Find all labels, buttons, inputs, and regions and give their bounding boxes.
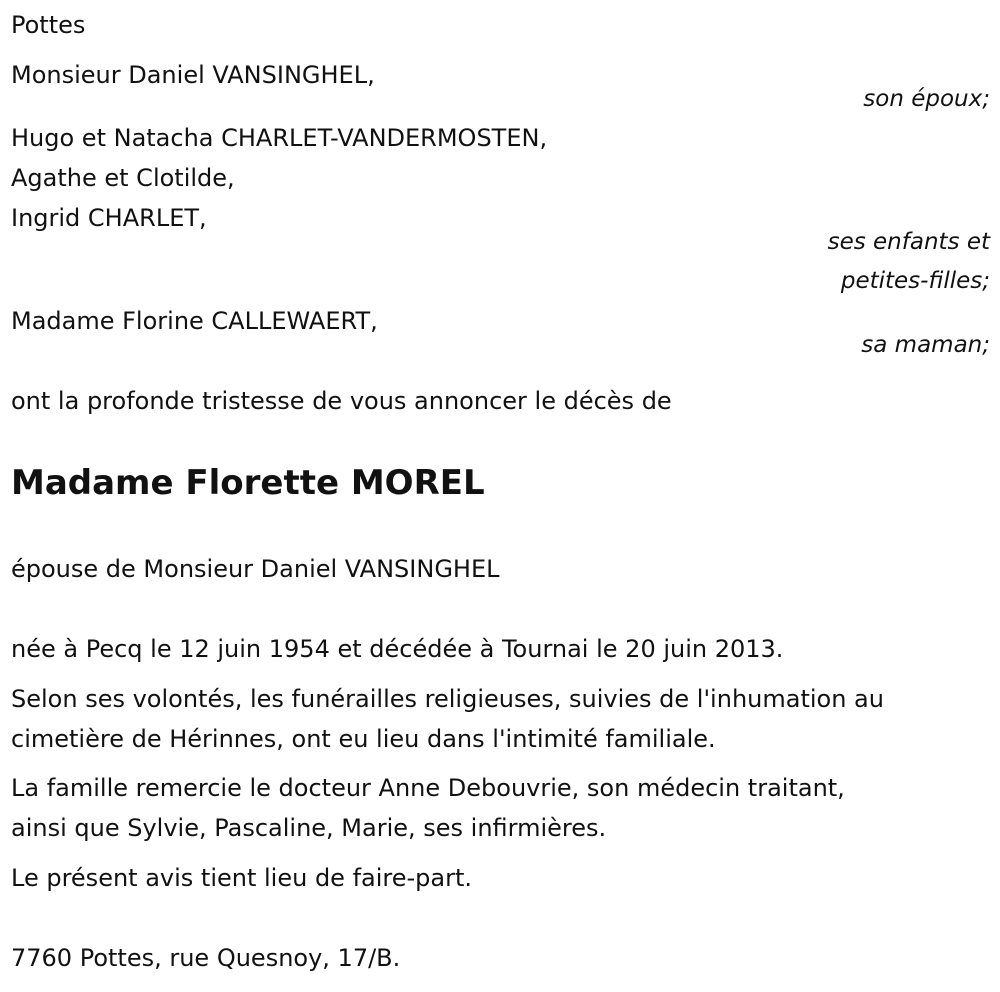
family-member-children-3: Ingrid CHARLET, <box>11 204 207 232</box>
announcement: ont la profonde tristesse de vous annoncer le décès de <box>11 387 672 415</box>
spouse-line: épouse de Monsieur Daniel VANSINGHEL <box>11 555 500 583</box>
relation-spouse: son époux; <box>863 86 990 112</box>
address: 7760 Pottes, rue Quesnoy, 17/B. <box>11 944 401 972</box>
relation-children-1: ses enfants et <box>827 229 990 255</box>
family-member-mother: Madame Florine CALLEWAERT, <box>11 307 378 335</box>
family-member-spouse: Monsieur Daniel VANSINGHEL, <box>11 61 375 89</box>
family-member-children-2: Agathe et Clotilde, <box>11 164 235 192</box>
funeral-line-2: cimetière de Hérinnes, ont eu lieu dans l'intimité familiale. <box>11 725 716 753</box>
thanks-line-1: La famille remercie le docteur Anne Debouvrie, son médecin traitant, <box>11 774 845 802</box>
birth-death-line: née à Pecq le 12 juin 1954 et décédée à Tournai le 20 juin 2013. <box>11 635 784 663</box>
location: Pottes <box>11 11 86 39</box>
family-member-children-1: Hugo et Natacha CHARLET-VANDERMOSTEN, <box>11 124 548 152</box>
closing-line: Le présent avis tient lieu de faire-part. <box>11 864 473 892</box>
thanks-line-2: ainsi que Sylvie, Pascaline, Marie, ses infirmières. <box>11 814 607 842</box>
funeral-line-1: Selon ses volontés, les funérailles religieuses, suivies de l'inhumation au <box>11 685 884 713</box>
relation-children-2: petites-filles; <box>840 268 990 294</box>
deceased-name: Madame Florette MOREL <box>11 463 485 503</box>
relation-mother: sa maman; <box>861 332 990 358</box>
